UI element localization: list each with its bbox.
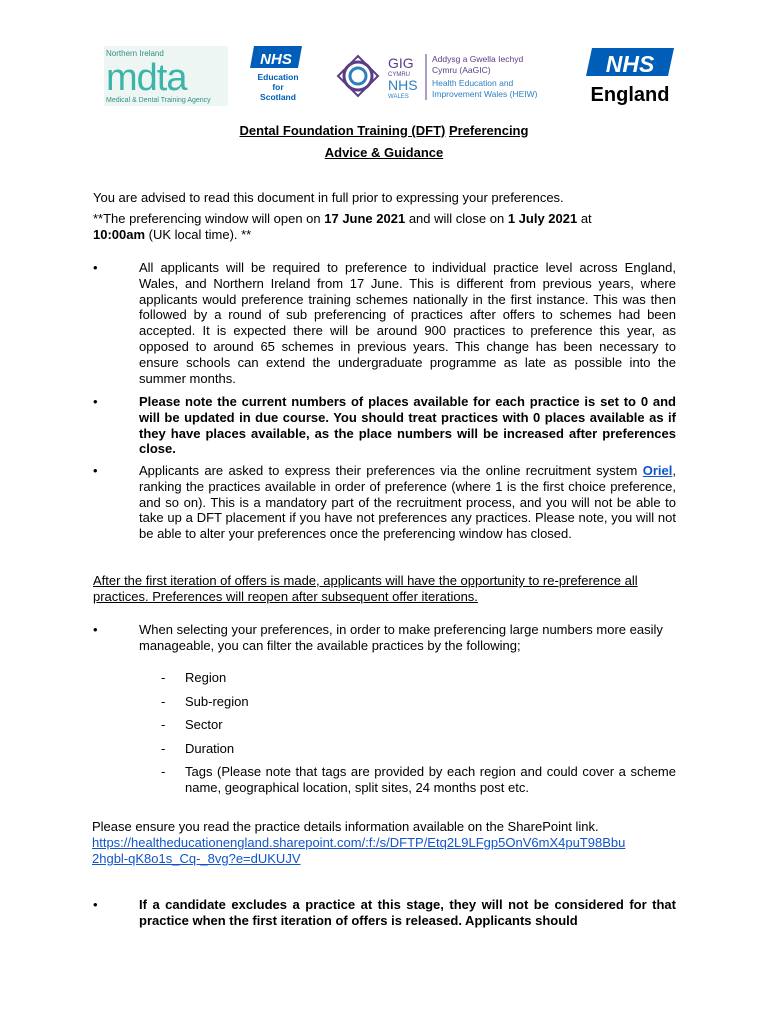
- mdta-agency-text: Medical & Dental Training Agency: [106, 97, 211, 104]
- heiw-line1: Addysg a Gwella Iechyd: [432, 54, 524, 64]
- dash-marker: -: [161, 717, 166, 732]
- window-close-time: 10:00am: [93, 226, 146, 242]
- dash-marker: -: [161, 694, 166, 709]
- bullet-places-note: Please note the current numbers of places available for each practice is set to 0 and will be updated in due course. You should treat practices with 0 places available as if they have places available, as the place numbers will be increased after preferences close.: [139, 394, 676, 457]
- window-open-date: 17 June 2021: [324, 211, 406, 226]
- nhs-england-badge-text: NHS: [605, 51, 655, 77]
- nhs-scotland-line2: for: [272, 82, 284, 92]
- mdta-logo: [104, 46, 228, 106]
- dash-marker: -: [161, 670, 166, 685]
- title-part1: Dental Foundation Training (DFT): [239, 123, 446, 138]
- window-text-d: (UK local time). **: [145, 226, 252, 242]
- bullet-marker: •: [93, 622, 98, 637]
- oriel-text-after: , ranking the practices available in order of preference (where 1 is the first choice preference, and so on). This is a mandatory part of the recruitment process, and you will not be able to take up a DFT placement if you have not preferences any practices. Please note, you will not be able to alter your preferences once the preferencing window has closed.: [139, 463, 676, 542]
- bullet-exclusion-warning: If a candidate excludes a practice at this stage, they will not be considered for that practice when the first iteration of offers is released. Applicants should: [139, 897, 676, 928]
- bullet-filters-intro: When selecting your preferences, in order to make preferencing large numbers more easily manageable, you can filter the available practices by the following;: [139, 622, 663, 653]
- heiw-logo: [334, 48, 564, 104]
- window-text-c: at: [577, 211, 592, 226]
- title-line2: Advice & Guidance: [324, 145, 444, 160]
- heiw-emblem-icon: [338, 56, 378, 96]
- nhs-scotland-line3: Scotland: [260, 92, 296, 102]
- heiw-wales-text: WALES: [388, 94, 409, 100]
- oriel-link[interactable]: Oriel: [642, 463, 673, 478]
- bullet-oriel: [139, 463, 676, 542]
- dash-marker: -: [161, 741, 166, 756]
- filter-item-duration: Duration: [185, 741, 235, 756]
- title-part2: Preferencing: [448, 123, 529, 138]
- heiw-line4: Improvement Wales (HEIW): [432, 89, 538, 99]
- nhs-scotland-line1: Education: [257, 72, 299, 82]
- bullet-marker: •: [93, 260, 98, 275]
- mdta-mark: mdta: [106, 57, 187, 99]
- sharepoint-link-continued[interactable]: 2hgbl-qK8o1s_Cq-_8vg?e=dUKUJV: [92, 851, 301, 866]
- preferencing-window-notice: [93, 211, 676, 243]
- nhs-england-name: England: [590, 84, 670, 106]
- re-preference-note: After the first iteration of offers is made, applicants will have the opportunity to re-preference all practices. Preferences will reopen after subsequent offer iterations.: [93, 573, 638, 604]
- heiw-nhs-text: NHS: [388, 77, 418, 93]
- nhs-scotland-badge-text: NHS: [260, 51, 292, 68]
- sharepoint-instruction: Please ensure you read the practice details information available on the SharePoint link.: [92, 819, 599, 834]
- filter-item-tags: Tags (Please note that tags are provided by each region and could cover a scheme name, geographical location, split sites, 24 months post etc.: [185, 764, 676, 795]
- bullet-marker: •: [93, 897, 98, 912]
- heiw-line2: Cymru (AaGIC): [432, 65, 491, 75]
- bullet-practice-level: All applicants will be required to preference to individual practice level across England, Wales, and Northern Ireland from 17 June. This is different from previous years, where applicants would preference training schemes nationally in the first instance. This was then followed by a round of sub preferencing of practices after offers to schemes had been accepted. It is expected there will be around 900 practices to preference this year, as opposed to around 65 schemes in previous years. This change has been necessary to ensure schools can extend the undergraduate programme as late as possible into the summer months.: [139, 260, 676, 386]
- window-text-a: **The preferencing window will open on: [93, 211, 325, 226]
- filter-item-sector: Sector: [185, 717, 223, 732]
- sharepoint-link[interactable]: https://healtheducationengland.sharepoint.com/:f:/s/DFTP/Etq2L9LFgp5OnV6mX4puT98Bbu: [92, 835, 626, 850]
- window-text-b: and will close on: [405, 211, 508, 226]
- document-title: [0, 123, 768, 138]
- logo-strip: [104, 44, 678, 108]
- dash-marker: -: [161, 764, 166, 779]
- oriel-text-before: Applicants are asked to express their preferences via the online recruitment system: [139, 463, 638, 478]
- nhs-england-logo: [584, 46, 678, 106]
- heiw-gig-text: GIG: [388, 55, 414, 71]
- bullet-marker: •: [93, 394, 98, 409]
- nhs-education-scotland-logo: [248, 44, 308, 108]
- window-close-date: 1 July 2021: [507, 211, 578, 226]
- bullet-marker: •: [93, 463, 98, 478]
- heiw-cymru-text: CYMRU: [388, 72, 410, 78]
- filter-item-region: Region: [185, 670, 227, 685]
- document-subtitle: [0, 145, 768, 160]
- filter-item-subregion: Sub-region: [185, 694, 249, 709]
- mdta-region-text: Northern Ireland: [106, 49, 164, 58]
- heiw-line3: Health Education and: [432, 78, 514, 88]
- intro-line: You are advised to read this document in full prior to expressing your preferences.: [93, 190, 564, 205]
